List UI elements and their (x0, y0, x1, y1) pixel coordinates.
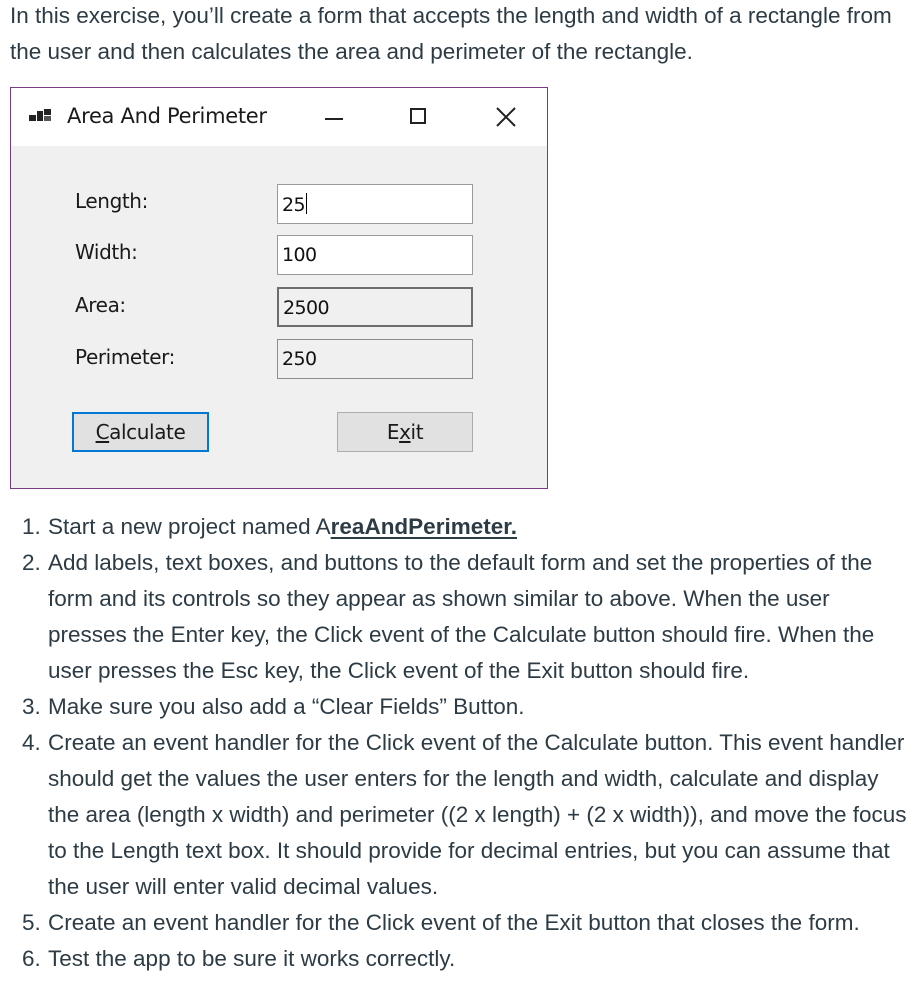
step-item (22, 545, 912, 689)
step-item (22, 689, 912, 725)
exit-button[interactable] (337, 412, 473, 452)
area-textbox[interactable] (277, 287, 473, 327)
width-textbox[interactable] (277, 235, 473, 275)
step-text: Create an event handler for the Click event of the Exit button that closes the form. (48, 910, 860, 935)
calculate-button[interactable] (72, 412, 209, 452)
width-value: 100 (282, 244, 317, 266)
width-label: Width: (75, 240, 138, 264)
minimize-button[interactable] (311, 102, 357, 132)
project-name: reaAndPerimeter. (330, 514, 517, 539)
length-label: Length: (75, 189, 148, 213)
step-item (22, 725, 912, 905)
exit-label-pre: E (386, 420, 400, 444)
step-item (22, 509, 912, 545)
length-textbox[interactable] (277, 184, 473, 224)
step-item (22, 941, 912, 977)
calculate-mnemonic: C (95, 420, 110, 444)
step-text: Start a new project named A (48, 514, 331, 539)
step-number: 2. (22, 550, 41, 575)
perimeter-textbox[interactable] (277, 339, 473, 379)
exit-mnemonic: x (399, 420, 411, 444)
step-number: 3. (22, 694, 41, 719)
instructions-list (22, 509, 912, 977)
maximize-icon (410, 108, 426, 124)
step-number: 5. (22, 910, 41, 935)
area-perimeter-window (10, 87, 548, 489)
area-value: 2500 (283, 297, 329, 319)
step-item (22, 905, 912, 941)
minimize-icon (325, 118, 343, 120)
intro-paragraph: In this exercise, you’ll create a form that accepts the length and width of a rectangle from the user and then calculates the area and perimeter of the rectangle. (10, 3, 892, 64)
step-text: Make sure you also add a “Clear Fields” Button. (48, 694, 525, 719)
close-icon (495, 106, 517, 128)
window-titlebar[interactable] (11, 88, 547, 146)
text-caret (306, 193, 308, 214)
step-text: Test the app to be sure it works correctly. (48, 946, 456, 971)
step-number: 4. (22, 730, 41, 755)
exit-label-rest: it (410, 420, 424, 444)
maximize-button[interactable] (397, 102, 443, 132)
length-value: 25 (282, 194, 305, 216)
window-title: Area And Perimeter (67, 104, 267, 128)
step-text: Create an event handler for the Click event of the Calculate button. This event handler should get the values the user enters for the length and width, calculate and display the area (length x width) and perimeter ((2 x length) + (2 x width)), and move the focus to the Length text box. It should provide for decimal entries, but you can assume that the user will enter valid decimal values. (48, 730, 907, 899)
calculate-label-rest: alculate (109, 420, 186, 444)
app-form-icon (29, 109, 51, 125)
close-button[interactable] (483, 102, 529, 132)
area-label: Area: (75, 293, 126, 317)
step-text: Add labels, text boxes, and buttons to the default form and set the properties of the form and its controls so they appear as shown similar to above. When the user presses the Enter key, the Click event of the Calculate button should fire. When the user presses the Esc key, the Click event of the Exit button should fire. (48, 550, 875, 683)
step-number: 1. (22, 514, 41, 539)
perimeter-value: 250 (282, 348, 317, 370)
step-number: 6. (22, 946, 41, 971)
perimeter-label: Perimeter: (75, 345, 175, 369)
